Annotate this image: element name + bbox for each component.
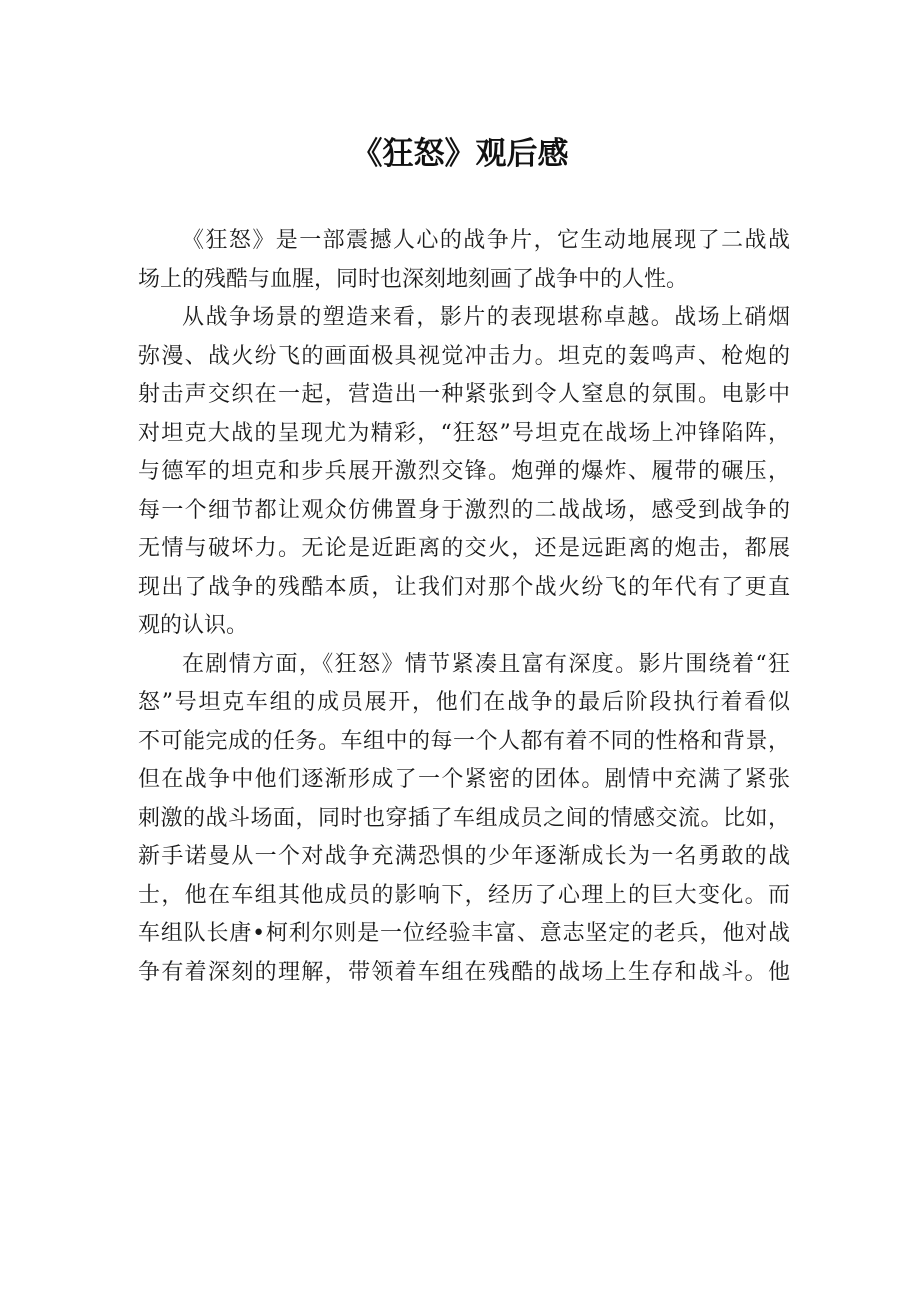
- paragraph-line: 《狂怒》是一部震撼人心的战争片，它生动地展现了二战战: [182, 228, 790, 253]
- paragraph-line: 怒”号坦克车组的成员展开，他们在战争的最后阶段执行着看似: [138, 690, 790, 715]
- paragraph-line: 士，他在车组其他成员的影响下，经历了心理上的巨大变化。而: [138, 882, 790, 908]
- paragraph-line: 与德军的坦克和步兵展开激烈交锋。炮弹的爆炸、履带的碾压，: [138, 459, 790, 484]
- paragraph-line: 射击声交织在一起，营造出一种紧张到令人窒息的氛围。电影中: [138, 382, 790, 407]
- paragraph-line: 在剧情方面，《狂怒》情节紧凑且富有深度。影片围绕着“狂: [182, 651, 790, 677]
- paragraph-line: 刺激的战斗场面，同时也穿插了车组成员之间的情感交流。比如，: [138, 805, 790, 831]
- paragraph-line: 观的认识。: [138, 613, 249, 638]
- paragraph-line: 无情与破坏力。无论是近距离的交火，还是远距离的炮击，都展: [138, 536, 790, 561]
- paragraph-line: 每一个细节都让观众仿佛置身于激烈的二战战场，感受到战争的: [138, 497, 790, 523]
- paragraph-line: 但在战争中他们逐渐形成了一个紧密的团体。剧情中充满了紧张: [138, 767, 790, 792]
- paragraph-line: 车组队长唐•柯利尔则是一位经验丰富、意志坚定的老兵，他对战: [138, 921, 790, 946]
- paragraph-line: 不可能完成的任务。车组中的每一个人都有着不同的性格和背景，: [138, 728, 790, 754]
- document-body: [138, 222, 790, 992]
- paragraph-line: 场上的残酷与血腥，同时也深刻地刻画了战争中的人性。: [138, 266, 689, 292]
- paragraph-line: 弥漫、战火纷飞的画面极具视觉冲击力。坦克的轰鸣声、枪炮的: [138, 343, 790, 369]
- paragraph-line: 从战争场景的塑造来看，影片的表现堪称卓越。战场上硝烟: [182, 305, 790, 330]
- paragraph-line: 对坦克大战的呈现尤为精彩，“狂怒”号坦克在战场上冲锋陷阵，: [138, 420, 790, 446]
- document-title: 《狂怒》观后感: [351, 136, 569, 172]
- paragraph-line: 争有着深刻的理解，带领着车组在残酷的战场上生存和战斗。他: [138, 959, 790, 985]
- paragraph-line: 新手诺曼从一个对战争充满恐惧的少年逐渐成长为一名勇敢的战: [138, 844, 790, 869]
- paragraph-line: 现出了战争的残酷本质，让我们对那个战火纷飞的年代有了更直: [138, 574, 790, 600]
